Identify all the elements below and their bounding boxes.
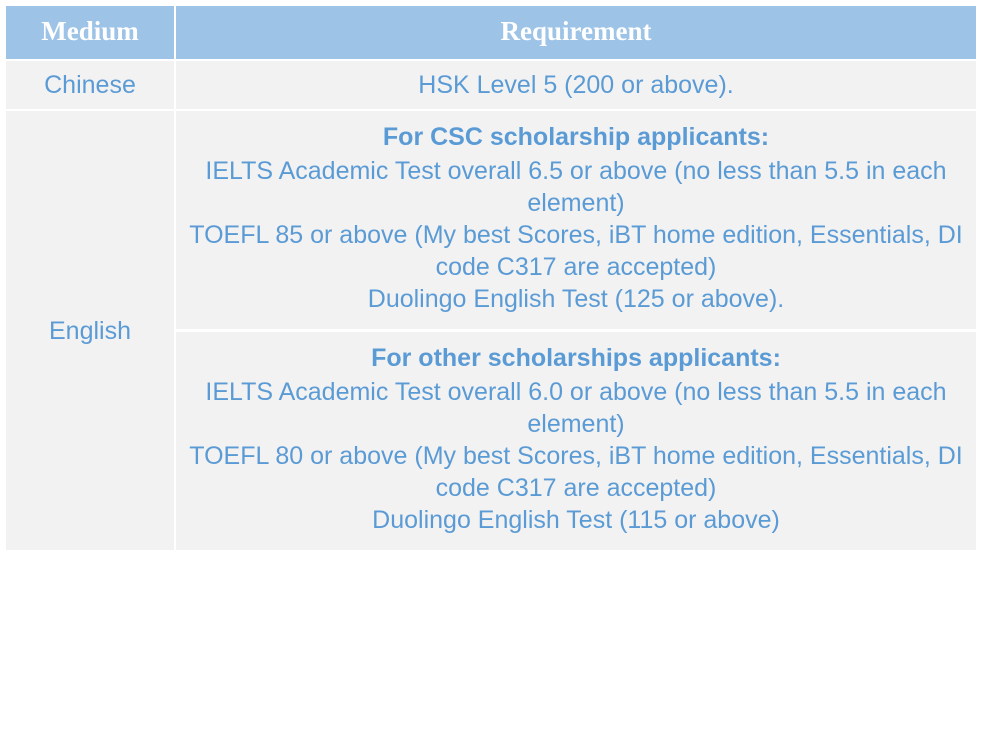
requirement-block-other-line-toefl: TOEFL 80 or above (My best Scores, iBT home edition, Essentials, DI code C317 are accepted) <box>189 442 963 502</box>
column-header-requirement: Requirement <box>175 5 977 60</box>
table-header-row <box>5 5 977 60</box>
requirement-block-csc <box>176 111 976 329</box>
requirement-block-other-line-duolingo: Duolingo English Test (115 or above) <box>372 506 780 534</box>
requirement-block-csc-line-duolingo: Duolingo English Test (125 or above). <box>367 285 785 313</box>
table-row <box>5 60 977 110</box>
requirement-block-csc-line-ielts: IELTS Academic Test overall 6.5 or above (no less than 5.5 in each element) <box>205 157 947 217</box>
requirement-block-other-title: For other scholarships applicants: <box>371 344 781 372</box>
requirement-block-other <box>176 329 976 550</box>
requirement-block-csc-line-toefl: TOEFL 85 or above (My best Scores, iBT home edition, Essentials, DI code C317 are accepted) <box>189 221 963 281</box>
column-header-medium: Medium <box>5 5 175 60</box>
requirement-block-other-line-ielts: IELTS Academic Test overall 6.0 or above (no less than 5.5 in each element) <box>205 378 947 438</box>
table-row <box>5 110 977 551</box>
language-requirement-table <box>4 4 978 552</box>
requirement-chinese: HSK Level 5 (200 or above). <box>175 60 977 110</box>
medium-chinese: Chinese <box>5 60 175 110</box>
medium-english: English <box>5 110 175 551</box>
requirement-english <box>175 110 977 551</box>
requirement-block-csc-title: For CSC scholarship applicants: <box>382 123 770 151</box>
